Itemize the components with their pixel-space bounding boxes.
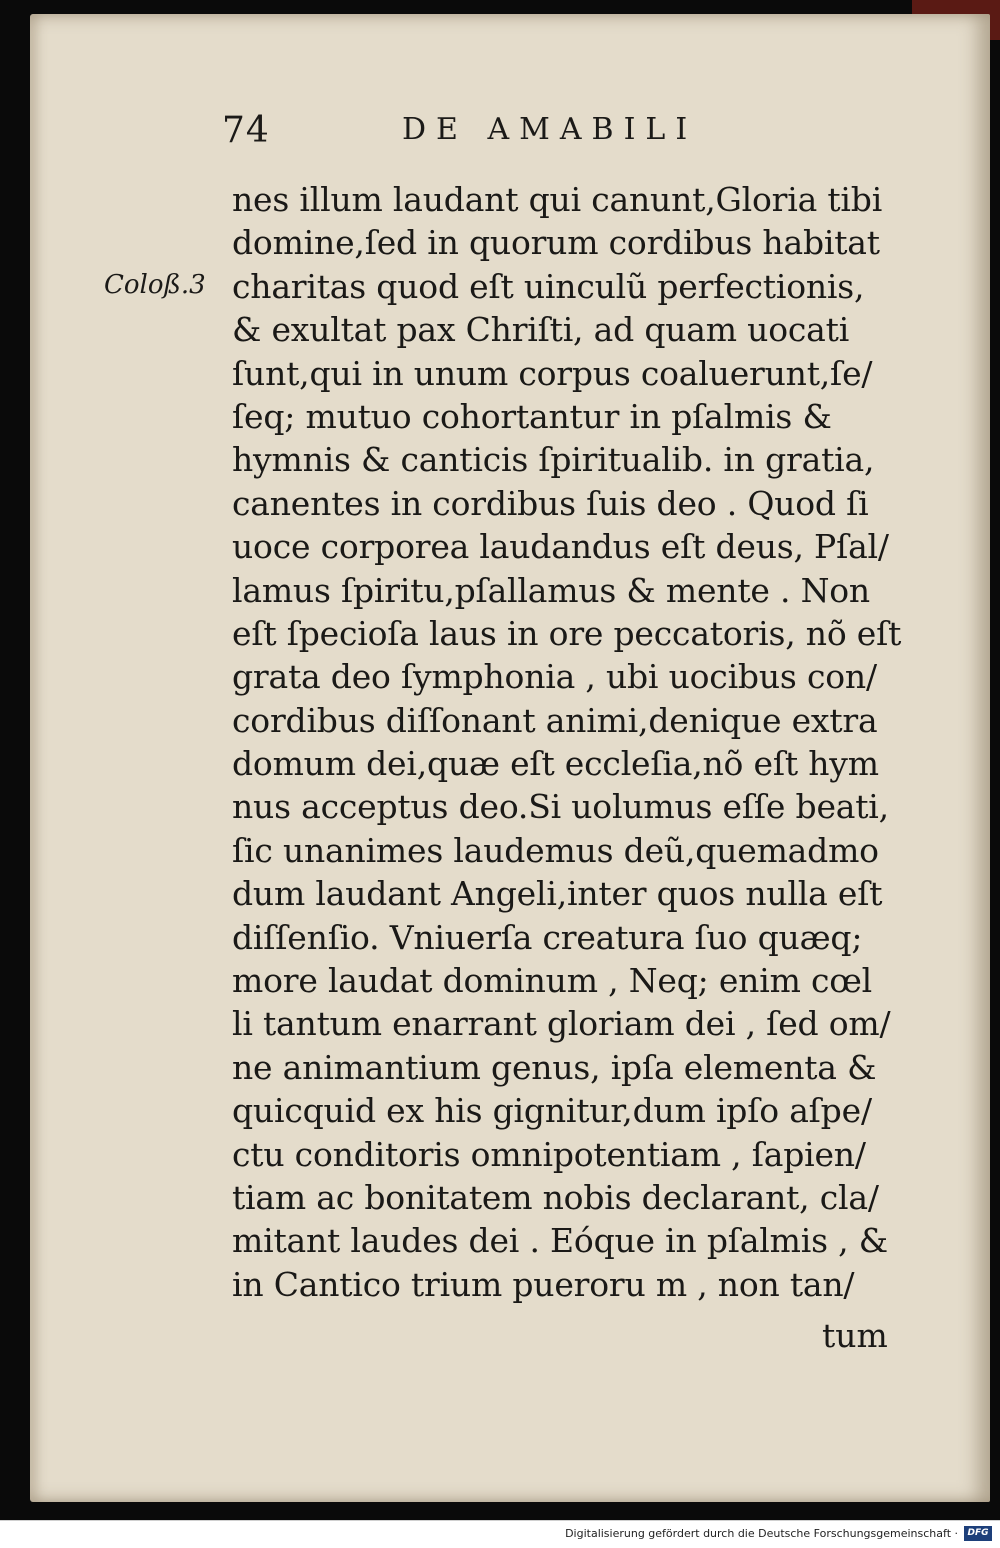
text-line: li tantum enarrant gloriam dei , ſed om/ [232, 1004, 891, 1044]
margin-note: Coloß.3 [104, 270, 206, 300]
text-line: canentes in cordibus ſuis deo . Quod ſi [232, 483, 869, 523]
text-line: charitas quod eſt uinculũ perfectionis, [232, 266, 865, 306]
page-number: 74 [222, 110, 270, 151]
catchword: tum [822, 1316, 888, 1355]
text-line: ſeq; mutuo cohortantur in pſalmis & [232, 396, 832, 436]
text-line: & exultat pax Chriſti, ad quam uocati [232, 310, 850, 350]
text-line: uoce corporea laudandus eſt deus, Pſal/ [232, 527, 889, 567]
text-line: mitant laudes dei . Eóque in pſalmis , & [232, 1221, 888, 1261]
text-line: more laudat dominum , Neq; enim cœl [232, 961, 873, 1001]
text-line: ne animantium genus, ipſa elementa & [232, 1047, 877, 1087]
text-line: lamus ſpiritu,pſallamus & mente . Non [232, 570, 870, 610]
text-line: diſſenſio. Vniuerſa creatura ſuo quæq; [232, 917, 863, 957]
text-line: domum dei,quæ eſt eccleſia,nõ eſt hym [232, 744, 879, 784]
dfg-logo: DFG [964, 1526, 992, 1541]
running-head: DE AMABILI [402, 112, 698, 147]
text-line: grata deo ſymphonia , ubi uocibus con/ [232, 657, 877, 697]
text-line: tiam ac bonitatem nobis declarant, cla/ [232, 1177, 879, 1217]
text-line: in Cantico trium pueroru m , non tan/ [232, 1264, 855, 1304]
text-line: ctu conditoris omnipotentiam , ſapien/ [232, 1134, 866, 1174]
text-line: dum laudant Angeli,inter quos nulla eſt [232, 874, 883, 914]
text-line: ſic unanimes laudemus deũ,quemadmo [232, 830, 879, 870]
page-header [222, 110, 912, 160]
footer-bar [0, 1520, 1000, 1548]
text-line: domine,ſed in quorum cordibus habitat [232, 223, 880, 263]
footer-credit: Digitalisierung gefördert durch die Deutsche Forschungsgemeinschaft · [565, 1527, 958, 1540]
text-line: quicquid ex his gignitur,dum ipſo aſpe/ [232, 1091, 872, 1131]
body-text [232, 178, 912, 1306]
text-line: hymnis & canticis ſpiritualib. in gratia, [232, 440, 875, 480]
text-line: nes illum laudant qui canunt,Gloria tibi [232, 180, 883, 219]
text-line: ſunt,qui in unum corpus coaluerunt,ſe/ [232, 353, 873, 393]
text-line: eſt ſpecioſa laus in ore peccatoris, nõ eſt [232, 613, 902, 653]
text-line: nus acceptus deo.Si uolumus eſſe beati, [232, 787, 889, 827]
text-line: cordibus diſſonant animi,denique extra [232, 700, 878, 740]
